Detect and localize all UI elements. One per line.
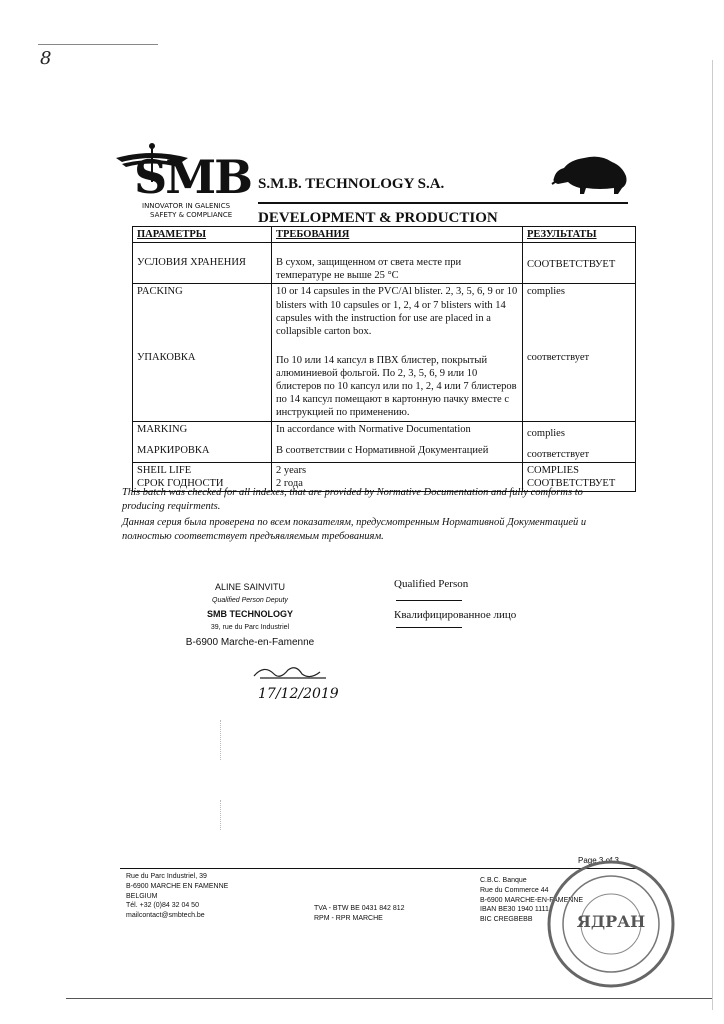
marking-requirement-ru: В соответствии с Нормативной Документацией — [276, 444, 489, 456]
signer-name: ALINE SAINVITU — [214, 582, 286, 592]
marking-result-ru: соответствует — [527, 448, 590, 460]
header-requirements: ТРЕБОВАНИЯ — [272, 227, 523, 243]
storage-param-text: УСЛОВИЯ ХРАНЕНИЯ — [137, 257, 246, 269]
specification-table — [132, 226, 636, 492]
footer-registration — [314, 904, 405, 924]
footer-address-line: BELGIUM — [126, 892, 158, 900]
storage-result — [523, 243, 636, 284]
footer-address-line: Tél. +32 (0)84 32 04 50 — [126, 902, 199, 910]
packing-requirement-ru: По 10 или 14 капсул в ПВХ блистер, покрытый алюминиевой фольгой. По 2, 3, 5, 6, 9 или 10 блистеров по 10 капсул или по 1, 2, 4 или 7 блистеров по 14 капсул помещают в картонную пачку вместе с инструкцией по применению. — [276, 354, 517, 419]
logo-wordmark: SMB — [134, 150, 252, 204]
signature-line — [396, 600, 462, 601]
boar-icon — [550, 150, 630, 196]
marking-requirement-en: In accordance with Normative Documentation — [276, 423, 471, 435]
official-stamp — [545, 858, 677, 990]
footer-address — [126, 872, 228, 921]
packing-requirement — [272, 284, 523, 421]
scan-artifact-dots — [220, 800, 223, 830]
footer-rpm: RPM - RPR MARCHE — [314, 914, 383, 922]
top-rule — [38, 44, 158, 45]
table-header-row — [133, 227, 636, 243]
shelf-result-ru: СООТВЕТСТВУЕТ — [527, 477, 616, 489]
statement-russian: Данная серия была проверена по всем показателям, предусмотренным Нормативной Документацией и полностью соответствует предъявляемым требованиям. — [122, 517, 587, 542]
packing-param-en: PACKING — [137, 286, 183, 298]
storage-result-text: СООТВЕТСТВУЕТ — [527, 259, 616, 271]
table-row-marking — [133, 421, 636, 462]
right-edge-line — [712, 60, 713, 1010]
table-row-storage — [133, 243, 636, 284]
signature-date: 17/12/2019 — [258, 686, 339, 702]
shelf-requirement-ru: 2 года — [276, 477, 303, 489]
footer-bank-line: Rue du Commerce 44 — [480, 886, 549, 894]
statement-english: This batch was checked for all indexes, that are provided by Normative Documentation and fully comforms to producing requirments. — [122, 487, 583, 512]
marking-result-en: complies — [527, 427, 565, 439]
logo-tagline-2: SAFETY & COMPLIANCE — [150, 211, 233, 219]
storage-requirement-text: В сухом, защищенном от света месте при температуре не выше 25 °С — [276, 257, 462, 282]
packing-result-ru: соответствует — [527, 351, 590, 363]
shelf-requirement-en: 2 years — [276, 464, 307, 476]
footer-bank-line: C.B.C. Banque — [480, 877, 527, 884]
marking-param-ru: МАРКИРОВКА — [137, 444, 210, 456]
division-title: DEVELOPMENT & PRODUCTION — [258, 210, 498, 226]
signer-company: SMB TECHNOLOGY — [206, 609, 293, 620]
signer-role: Qualified Person Deputy — [212, 597, 288, 605]
packing-param — [133, 284, 272, 421]
footer-address-line: Rue du Parc Industriel, 39 — [126, 873, 207, 880]
header-parameters: ПАРАМЕТРЫ — [133, 227, 272, 243]
handwritten-page-mark: 8 — [40, 48, 52, 69]
scan-artifact-dots — [220, 720, 223, 760]
signature-block-right — [394, 578, 554, 628]
logo-tagline-1: INNOVATOR IN GALENICS — [142, 202, 231, 210]
header-results: РЕЗУЛЬТАТЫ — [523, 227, 636, 243]
footer-address-line: B-6900 MARCHE EN FAMENNE — [126, 882, 229, 890]
marking-param-en: MARKING — [137, 423, 188, 435]
packing-requirement-en: 10 or 14 capsules in the PVC/Al blister. 2, 3, 5, 6, 9 or 10 blisters with 10 capsules or 1, 2, 4 or 7 blisters with 14 capsules with the instruction for use are placed in a collapsible carton box. — [276, 286, 518, 337]
bottom-rule — [66, 998, 712, 999]
handwritten-signature — [250, 662, 330, 684]
storage-requirement — [272, 243, 523, 284]
packing-result — [523, 284, 636, 421]
footer-address-line: mailcontact@smbtech.be — [126, 912, 205, 920]
shelf-param-ru: СРОК ГОДНОСТИ — [137, 477, 224, 489]
qualified-person-label-ru: Квалифицированное лицо — [394, 609, 517, 621]
signature-block-left — [180, 580, 320, 651]
marking-param — [133, 421, 272, 462]
marking-result — [523, 421, 636, 462]
packing-param-ru: УПАКОВКА — [137, 351, 196, 363]
company-name: S.M.B. TECHNOLOGY S.A. — [258, 176, 445, 192]
page-number: Page 3 of 3 — [578, 856, 619, 865]
smb-logo — [112, 142, 252, 222]
footer-tva: TVA - BTW BE 0431 842 812 — [314, 905, 405, 912]
qualified-person-label: Qualified Person — [394, 578, 469, 590]
packing-result-en: complies — [527, 286, 565, 298]
footer-bank-line: BIC CREGBEBB — [480, 916, 533, 924]
signer-city: B-6900 Marche-en-Famenne — [185, 637, 315, 649]
footer-bank-line: B-6900 MARCHE-EN-FAMENNE — [480, 896, 584, 904]
signature-line-ru — [396, 627, 462, 628]
footer-bank-line: IBAN BE30 1940 1111 — [480, 906, 549, 914]
shelf-param-en: SHEIL LIFE — [137, 464, 192, 476]
table-row-packing — [133, 284, 636, 421]
storage-param — [133, 243, 272, 284]
stamp-text: ЯДРАН — [576, 912, 646, 931]
marking-requirement — [272, 421, 523, 462]
signer-street: 39, rue du Parc Industriel — [210, 624, 290, 632]
header-rule — [258, 202, 628, 204]
shelf-result-en: COMPLIES — [527, 464, 579, 476]
